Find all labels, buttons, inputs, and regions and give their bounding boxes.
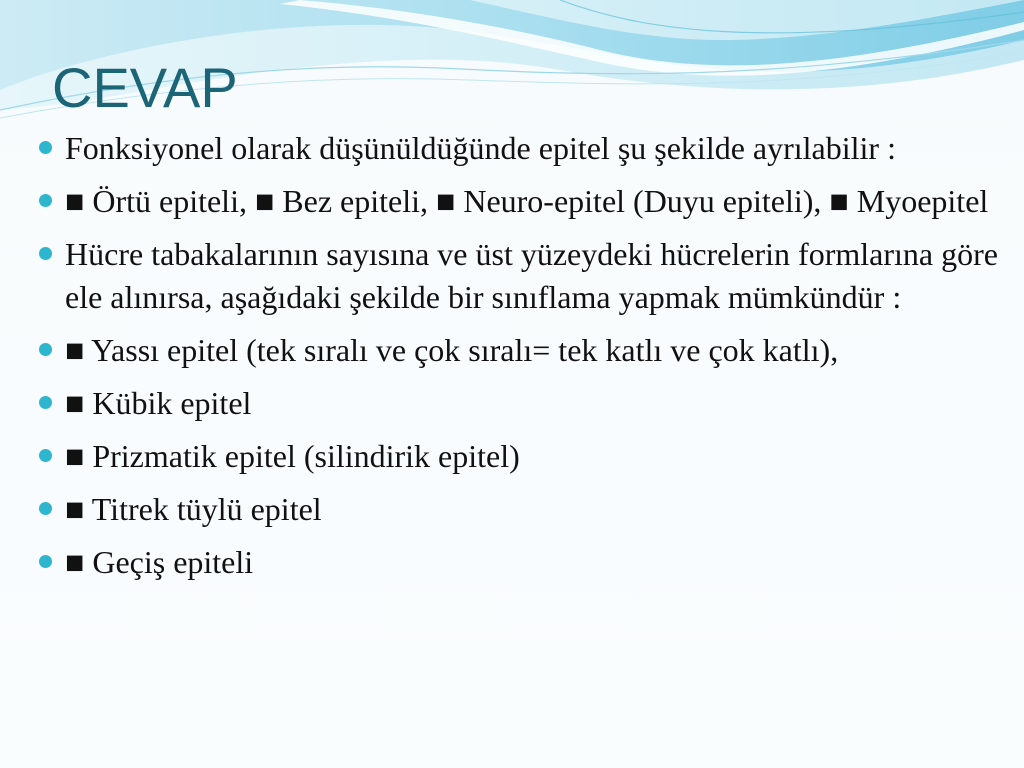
bullet-dot-icon	[39, 343, 52, 356]
bullet-item	[36, 329, 1011, 372]
bullet-item	[36, 541, 1011, 584]
bullet-text: ■ Titrek tüylü epitel	[65, 491, 322, 527]
bullet-text: ■ Yassı epitel (tek sıralı ve çok sıralı= tek katlı ve çok katlı),	[65, 332, 839, 368]
bullet-text: ■ Kübik epitel	[65, 385, 252, 421]
bullet-text: ■ Geçiş epiteli	[65, 544, 254, 580]
bullet-item	[36, 180, 1011, 223]
bullet-dot-icon	[39, 194, 52, 207]
bullet-item	[36, 435, 1011, 478]
bullet-text: Hücre tabakalarının sayısına ve üst yüzeydeki hücrelerin formlarına göre ele alınırsa, aşağıdaki şekilde bir sınıflama yapmak mümkündür :	[65, 236, 998, 315]
bullet-text: ■ Örtü epiteli, ■ Bez epiteli, ■ Neuro-epitel (Duyu epiteli), ■ Myoepitel	[65, 183, 989, 219]
bullet-text: ■ Prizmatik epitel (silindirik epitel)	[65, 438, 520, 474]
bullet-dot-icon	[39, 141, 52, 154]
slide-title: CEVAP	[52, 56, 238, 119]
bullet-dot-icon	[39, 449, 52, 462]
bullet-dot-icon	[39, 247, 52, 260]
bullet-item	[36, 233, 1011, 319]
bullet-dot-icon	[39, 502, 52, 515]
bullet-item	[36, 127, 1011, 170]
bullet-item	[36, 488, 1011, 531]
bullet-text: Fonksiyonel olarak düşünüldüğünde epitel şu şekilde ayrılabilir :	[65, 130, 896, 166]
bullet-dot-icon	[39, 396, 52, 409]
bullet-list	[36, 127, 1011, 594]
bullet-item	[36, 382, 1011, 425]
bullet-dot-icon	[39, 555, 52, 568]
